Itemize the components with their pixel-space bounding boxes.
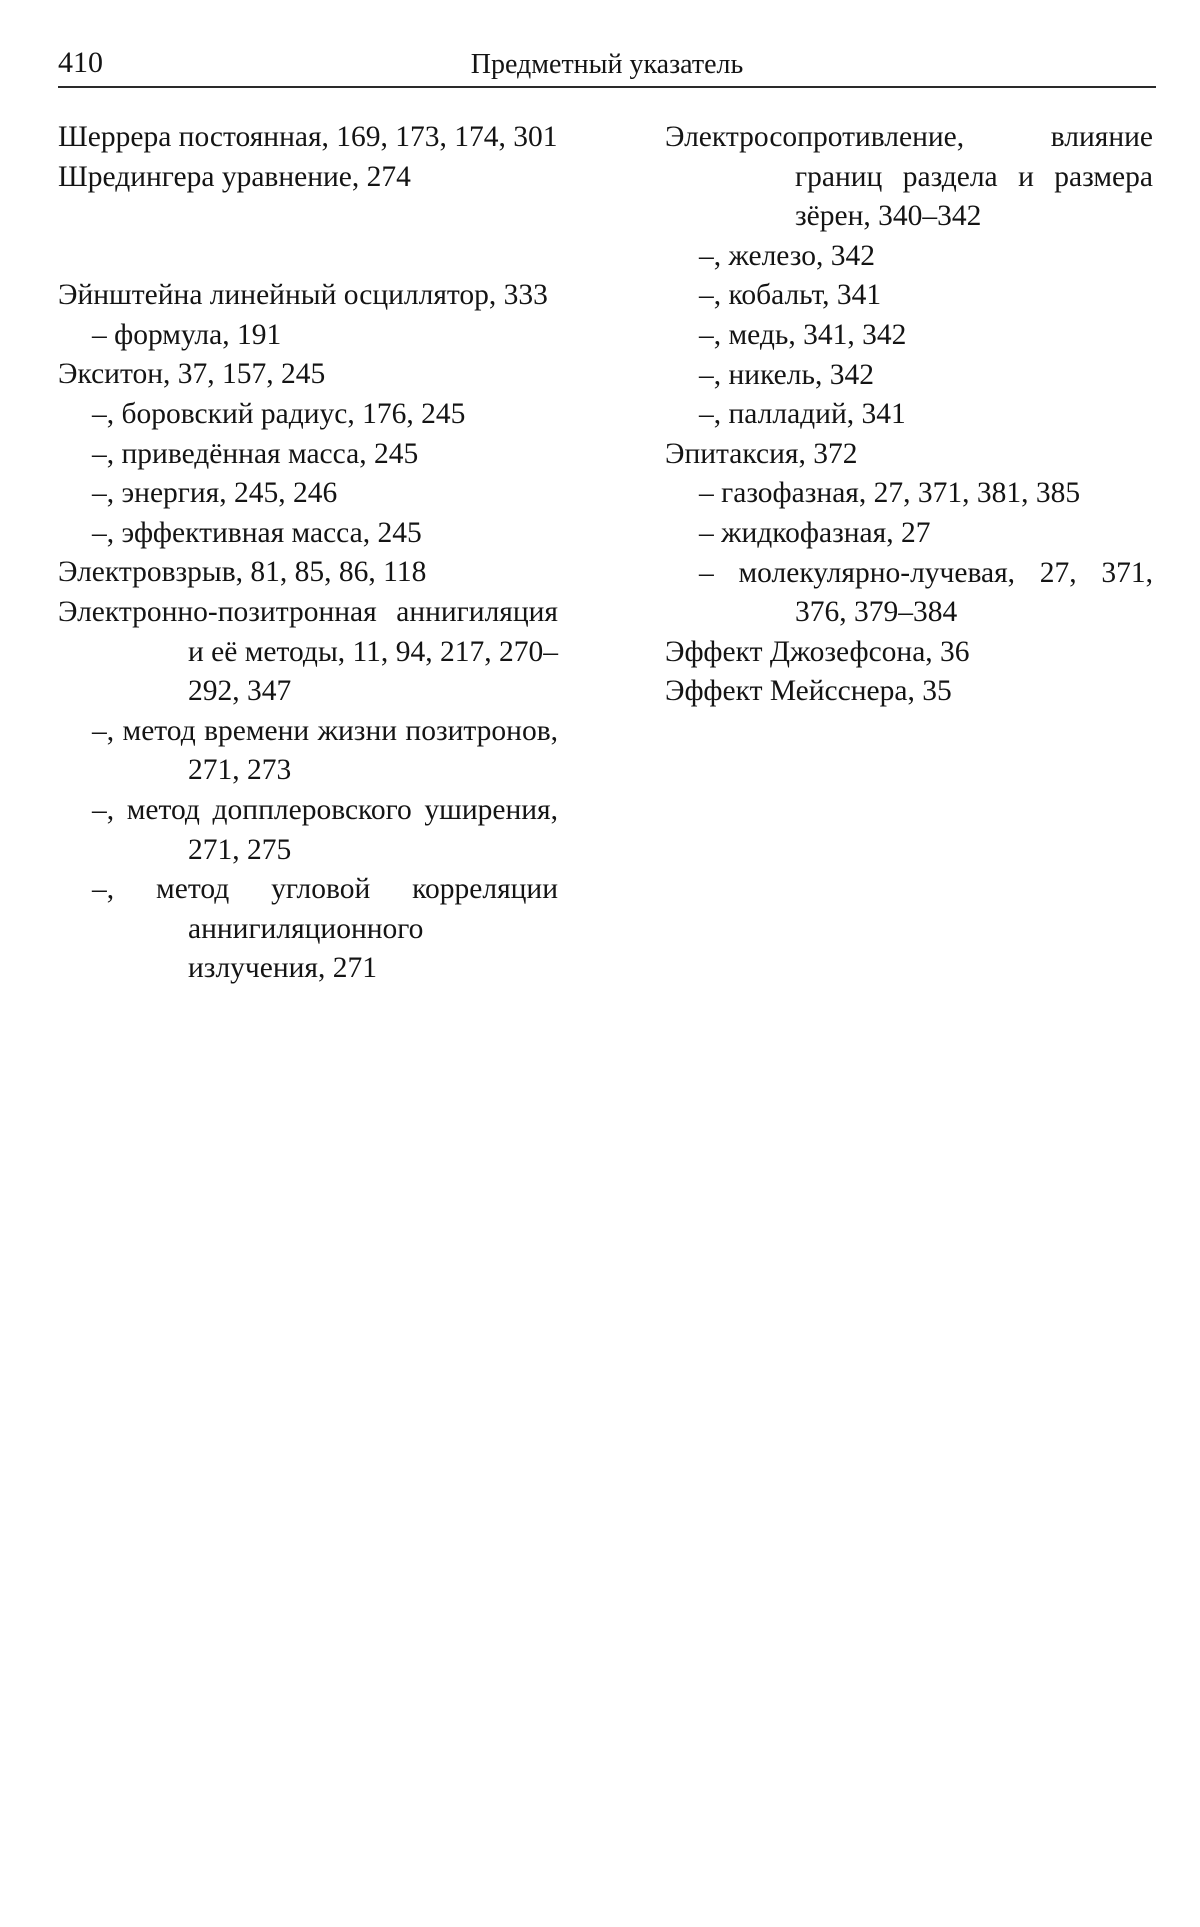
index-entry: Электронно-позитронная аннигиляция и её методы, 11, 94, 217, 270–292, 347	[58, 595, 558, 708]
index-entry: Эффект Джозефсона, 36	[665, 635, 970, 668]
index-subentry: –, эффективная масса, 245	[92, 516, 422, 549]
index-subentry: –, метод угловой корреляции аннигиляционного излучения, 271	[92, 873, 558, 985]
index-entry: Электросопротивление, влияние границ раздела и размера зёрен, 340–342	[665, 121, 1153, 233]
index-subentry: –, энергия, 245, 246	[92, 477, 338, 510]
index-subentry: –, железо, 342	[699, 239, 875, 272]
index-subentry: – газофазная, 27, 371, 381, 385	[699, 477, 1081, 510]
index-subentry: –, метод времени жизни позитронов, 271, 273	[92, 714, 558, 787]
index-subentry: –, никель, 342	[699, 358, 874, 391]
running-head	[58, 44, 1156, 88]
index-subentry: –, кобальт, 341	[699, 279, 882, 312]
page-number: 410	[58, 46, 103, 79]
index-subentry: –, приведённая масса, 245	[92, 437, 419, 470]
index-entry: Эпитаксия, 372	[665, 437, 858, 470]
index-subentry: – жидкофазная, 27	[699, 516, 931, 549]
index-subentry: –, медь, 341, 342	[699, 318, 907, 351]
index-column-left	[58, 118, 558, 989]
index-entry: Шеррера постоянная, 169, 173, 174, 301	[58, 121, 558, 153]
letter-group-gap	[58, 197, 558, 276]
running-title: Предметный указатель	[470, 49, 744, 80]
index-entry: Эффект Мейсснера, 35	[665, 675, 952, 708]
index-subentry: –, боровский радиус, 176, 245	[92, 397, 466, 430]
index-subentry: – молекулярно-лучевая, 27, 371, 376, 379–384	[699, 556, 1153, 629]
index-entry: Экситон, 37, 157, 245	[58, 358, 326, 391]
index-subentry: –, метод допплеровского уширения, 271, 275	[92, 793, 558, 866]
index-entry: Эйнштейна линейный осциллятор, 333	[58, 279, 548, 312]
index-column-right	[665, 118, 1153, 712]
index-subentry: –, палладий, 341	[699, 398, 906, 431]
index-entry: Шредингера уравнение, 274	[58, 160, 411, 193]
index-entry: Электровзрыв, 81, 85, 86, 118	[58, 556, 427, 589]
index-subentry: – формула, 191	[92, 318, 282, 351]
